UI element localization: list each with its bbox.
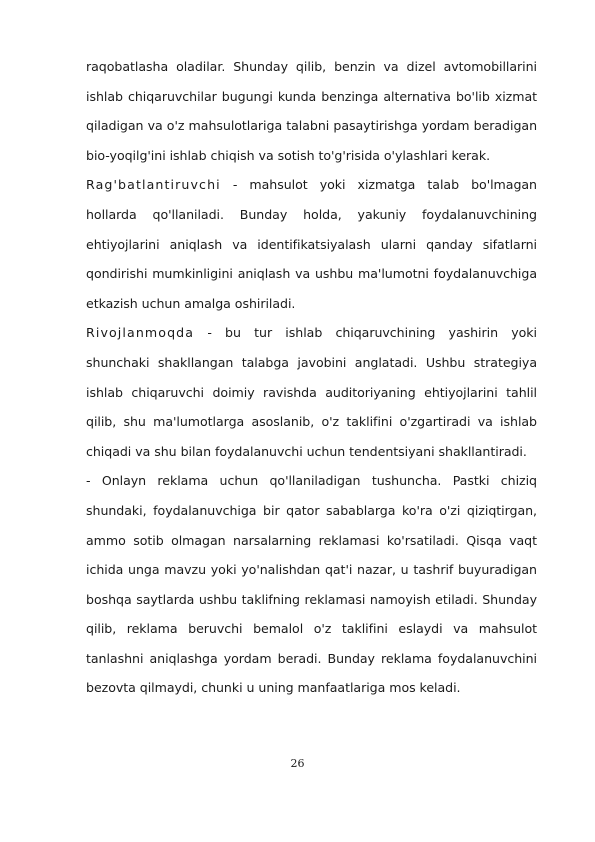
paragraph-developing: [86, 318, 537, 466]
term-stimulating: Rag'batlantiruvchi: [86, 177, 221, 193]
paragraph-text: - Onlayn reklama uchun qo'llaniladigan tushuncha. Pastki chiziq shundaki, foydalanuvchiga bir qator sabablarga ko'ra o'zi qiziqtirgan, ammo sotib olmagan narsalarning reklamasi ko'rsatiladi. Qisqa vaqt ichida unga mavzu yoki yo'nalishdan qat'i nazar, u tashrif buyuradigan boshqa saytlarda ushbu taklifning reklamasi namoyish etiladi. Shunday qilib, reklama beruvchi bemalol o'z taklifini eslaydi va mahsulot tanlashni aniqlashga yordam beradi. Bunday reklama foydalanuvchini bezovta qilmaydi, chunki u uning manfaatlariga mos keladi.: [86, 473, 537, 696]
paragraph-text: - bu tur ishlab chiqaruvchining yashirin yoki shunchaki shakllangan talabga javobini anglatadi. Ushbu strategiya ishlab chiqaruvchi doimiy ravishda auditoriyaning ehtiyojlarini tahlil qilib, shu ma'lumotlarga asoslanib, o'z taklifini o'zgartiradi va ishlab chiqadi va shu bilan foydalanuvchi uchun tendentsiyani shakllantiradi.: [86, 325, 537, 459]
paragraph-text: raqobatlasha oladilar. Shunday qilib, benzin va dizel avtomobillarini ishlab chiqaruvchilar bugungi kunda benzinga alternativa bo'lib xizmat qiladigan va o'z mahsulotlariga talabni pasaytirishga yordam beradigan bio-yoqilg'ini ishlab chiqish va sotish to'g'risida o'ylashlari kerak.: [86, 59, 537, 163]
paragraph-online-ads: [86, 466, 537, 703]
paragraph-stimulating: [86, 170, 537, 318]
term-developing: Rivojlanmoqda: [86, 325, 195, 341]
paragraph-biofuel: [86, 52, 537, 170]
document-body: [86, 52, 537, 703]
paragraph-text: - mahsulot yoki xizmatga talab bo'lmagan hollarda qo'llaniladi. Bunday holda, yakuniy foydalanuvchining ehtiyojlarini aniqlash va identifikatsiyalash ularni qanday sifatlarni qondirishi mumkinligini aniqlash va ushbu ma'lumotni foydalanuvchiga etkazish uchun amalga oshiriladi.: [86, 177, 537, 311]
page-number: 26: [290, 757, 305, 770]
